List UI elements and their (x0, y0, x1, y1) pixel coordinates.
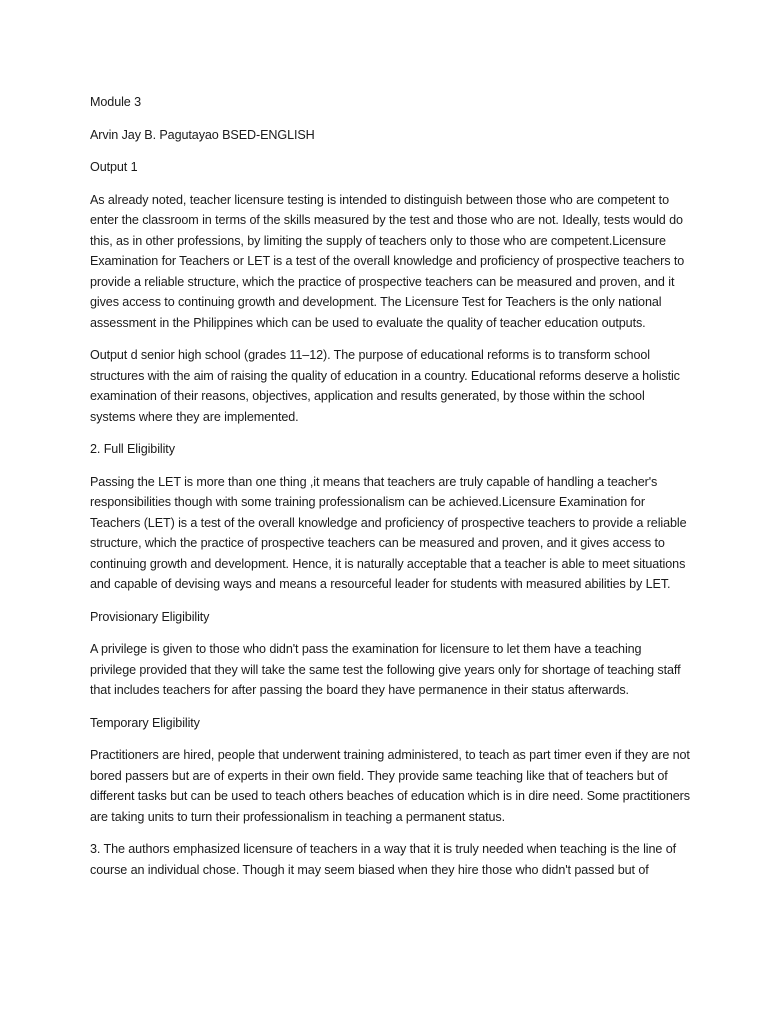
heading-full-eligibility: 2. Full Eligibility (90, 442, 175, 456)
paragraph-licensure-testing: As already noted, teacher licensure testing is intended to distinguish between those who are competent to enter the classroom in terms of the skills measured by the test and those who are not. Ideally, tests would do this, as in other professions, by limiting the supply of teachers only to those who are competent.Licensure Examination for Teachers or LET is a test of the overall knowledge and proficiency of prospective teachers to provide a reliable structure, which the practice of prospective teachers can be measured and proven, and it gives access to continuing growth and development. The Licensure Test for Teachers is the only national assessment in the Philippines which can be used to evaluate the quality of teacher education outputs. (90, 192, 685, 330)
document-body (90, 92, 690, 892)
heading-provisionary-eligibility: Provisionary Eligibility (90, 609, 210, 624)
module-title: Module 3 (90, 95, 142, 109)
paragraph-section-3: 3. The authors emphasized licensure of teachers in a way that it is truly needed when teaching is the line of course an individual chose. Though it may seem biased when they hire those who didn't passed but of (90, 842, 677, 877)
heading-temporary-eligibility: Temporary Eligibility (90, 715, 200, 730)
output-heading: Output 1 (90, 160, 138, 174)
paragraph-full-eligibility: Passing the LET is more than one thing ,it means that teachers are truly capable of handling a teacher's responsibilities though with some training professionalism can be achieved.Licensure Examination for Teachers (LET) is a test of the overall knowledge and proficiency of prospective teachers to provide a reliable structure, which the practice of prospective teachers can be measured and proven, and it gives access to continuing growth and development. Hence, it is naturally acceptable that a teacher is able to meet situations and capable of devising ways and means a resourceful leader for students with measured abilities by LET. (90, 474, 687, 591)
paragraph-provisionary-eligibility: A privilege is given to those who didn't pass the examination for licensure to let them have a teaching privilege provided that they will take the same test the following give years only for shortage of teaching staff that includes teachers for after passing the board they have permanence in their status afterwards. (90, 642, 681, 697)
paragraph-educational-reforms: Output d senior high school (grades 11–12). The purpose of educational reforms is to transform school structures with the aim of raising the quality of education in a country. Educational reforms deserve a holistic examination of their reasons, objectives, application and results generated, by those within the school systems where they are implemented. (90, 348, 680, 424)
author-line: Arvin Jay B. Pagutayao BSED-ENGLISH (90, 127, 315, 142)
paragraph-temporary-eligibility: Practitioners are hired, people that underwent training administered, to teach as part timer even if they are not bored passers but are of experts in their own field. They provide same teaching like that of teachers but of different tasks but can be used to teach others beaches of education which is in dire need. Some practitioners are taking units to turn their professionalism in teaching a permanent status. (90, 748, 690, 824)
